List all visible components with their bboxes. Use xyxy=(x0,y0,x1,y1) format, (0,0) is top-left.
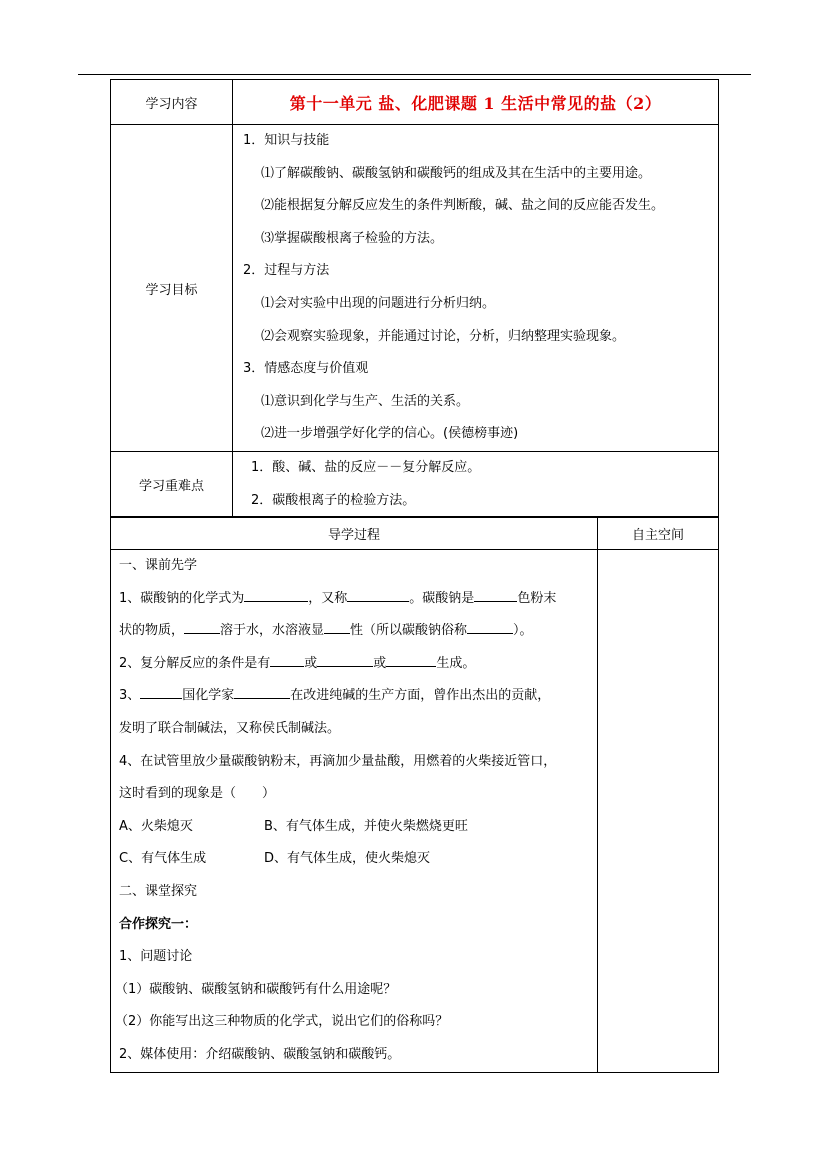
key-point: 1．酸、碱、盐的反应－－复分解反应。 xyxy=(251,460,481,475)
section-heading: 一、课前先学 xyxy=(119,558,198,573)
guide-process-cell xyxy=(111,550,598,1073)
option-b: B、有气体生成，并使火柴燃烧更旺 xyxy=(264,818,468,834)
answer-blank xyxy=(184,619,220,634)
discussion-item: （1）碳酸钠、碳酸氢钠和碳酸钙有什么用途呢？ xyxy=(115,981,397,997)
self-space-cell xyxy=(598,550,719,1073)
media-use: 2、媒体使用：介绍碳酸钠、碳酸氢钠和碳酸钙。 xyxy=(119,1046,401,1062)
key-point: 2．碳酸根离子的检验方法。 xyxy=(251,492,416,508)
objective-heading: 3．情感态度与价值观 xyxy=(243,361,369,377)
lesson-title: 第十一单元 盐、化肥课题 1 生活中常见的盐（2） xyxy=(233,80,719,125)
option-c: C、有气体生成 xyxy=(119,851,207,867)
question-1-line-1: 1、碳酸钠的化学式为 ，又称 。碳酸钠是 色粉末 xyxy=(111,583,597,616)
lesson-info-table xyxy=(110,79,719,518)
key-points-label: 学习重难点 xyxy=(111,452,233,518)
answer-blank xyxy=(270,652,304,667)
objective-item: ⑴意识到化学与生产、生活的关系。 xyxy=(261,393,470,409)
objective-item: ⑵进一步增强学好化学的信心。(侯德榜事迹) xyxy=(261,426,519,442)
options-row-2 xyxy=(111,843,597,876)
content-label: 学习内容 xyxy=(111,80,233,125)
options-row-1 xyxy=(111,811,597,844)
answer-blank xyxy=(234,684,290,699)
answer-blank xyxy=(324,619,350,634)
objectives-label: 学习目标 xyxy=(111,125,233,452)
question-4-line-1: 4、在试管里放少量碳酸钠粉末，再滴加少量盐酸，用燃着的火柴接近管口， xyxy=(119,753,557,769)
answer-blank xyxy=(317,652,373,667)
guide-process-header: 导学过程 xyxy=(111,517,598,550)
question-2: 2、复分解反应的条件是有 或 或 生成。 xyxy=(111,648,597,681)
answer-blank xyxy=(140,684,182,699)
answer-blank xyxy=(467,619,513,634)
header-rule xyxy=(78,74,751,75)
key-points-cell xyxy=(233,452,719,518)
question-3-line-2: 发明了联合制碱法，又称侯氏制碱法。 xyxy=(119,720,341,736)
question-3-line-1: 3、 国化学家 在改进纯碱的生产方面，曾作出杰出的贡献， xyxy=(111,680,597,713)
guide-table xyxy=(110,516,719,1073)
answer-blank xyxy=(244,587,308,602)
self-space-header: 自主空间 xyxy=(598,517,719,550)
option-d: D、有气体生成，使火柴熄灭 xyxy=(264,851,431,867)
objective-item: ⑵能根据复分解反应发生的条件判断酸，碱、盐之间的反应能否发生。 xyxy=(261,198,665,214)
objective-item: ⑶掌握碳酸根离子检验的方法。 xyxy=(261,230,444,246)
option-a: A、火柴熄灭 xyxy=(119,818,193,834)
question-4-line-2: 这时看到的现象是（ ） xyxy=(119,786,276,802)
question-1-line-2: 状的物质， 溶于水，水溶液显 性（所以碳酸钠俗称 ）。 xyxy=(111,615,597,648)
objective-heading: 2．过程与方法 xyxy=(243,263,330,279)
coop-heading: 合作探究一： xyxy=(119,916,198,932)
objectives-cell xyxy=(233,125,719,452)
answer-blank xyxy=(386,652,436,667)
discussion-heading: 1、问题讨论 xyxy=(119,949,193,965)
objective-item: ⑵会观察实验现象，并能通过讨论，分析，归纳整理实验现象。 xyxy=(261,328,626,344)
objective-heading: 1．知识与技能 xyxy=(243,133,330,148)
discussion-item: （2）你能写出这三种物质的化学式，说出它们的俗称吗？ xyxy=(115,1014,449,1030)
section-heading: 二、课堂探究 xyxy=(119,883,198,899)
objective-item: ⑴了解碳酸钠、碳酸氢钠和碳酸钙的组成及其在生活中的主要用途。 xyxy=(261,165,652,181)
answer-blank xyxy=(474,587,517,602)
objective-item: ⑴会对实验中出现的问题进行分析归纳。 xyxy=(261,295,496,311)
answer-blank xyxy=(347,587,409,602)
